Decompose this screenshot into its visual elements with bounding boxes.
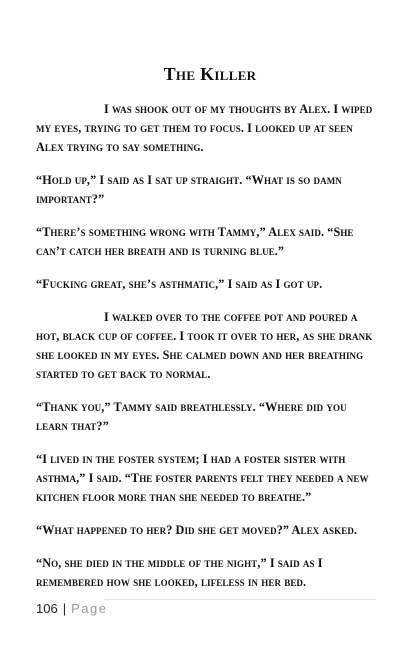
page-word: Page	[71, 601, 108, 616]
paragraph: I walked over to the coffee pot and poured a hot, black cup of coffee. I took it over to her, as she drank she looked in my eyes. She calmed down and her breathing started to get back to normal.	[36, 310, 373, 381]
footer-separator: |	[62, 601, 67, 616]
paragraph: “What happened to her? Did she get moved?” Alex asked.	[36, 523, 358, 537]
paragraph: “No, she died in the middle of the night,” I said as I remembered how she looked, lifeless in her bed.	[36, 556, 323, 589]
paragraph: “Fucking great, she’s asthmatic,” I said as I got up.	[36, 277, 323, 291]
footer-rule	[104, 599, 376, 600]
page-footer	[36, 601, 107, 616]
paragraph: “Hold up,” I said as I sat up straight. “What is so damn important?”	[36, 173, 342, 206]
paragraph: I was shook out of my thoughts by Alex. I wiped my eyes, trying to get them to focus. I looked up at seen Alex trying to say something.	[36, 102, 373, 154]
paragraph: “I lived in the foster system; I had a foster sister with asthma,” I said. “The foster parents felt they needed a new kitchen floor more than she needed to breathe.”	[36, 452, 369, 504]
paragraph: “Thank you,” Tammy said breathlessly. “Where did you learn that?”	[36, 400, 347, 433]
paragraph: “There’s something wrong with Tammy,” Alex said. “She can’t catch her breath and is turning blue.”	[36, 225, 354, 258]
chapter-title: The Killer	[163, 64, 257, 84]
page-number: 106	[36, 601, 58, 616]
body-text	[36, 100, 376, 606]
